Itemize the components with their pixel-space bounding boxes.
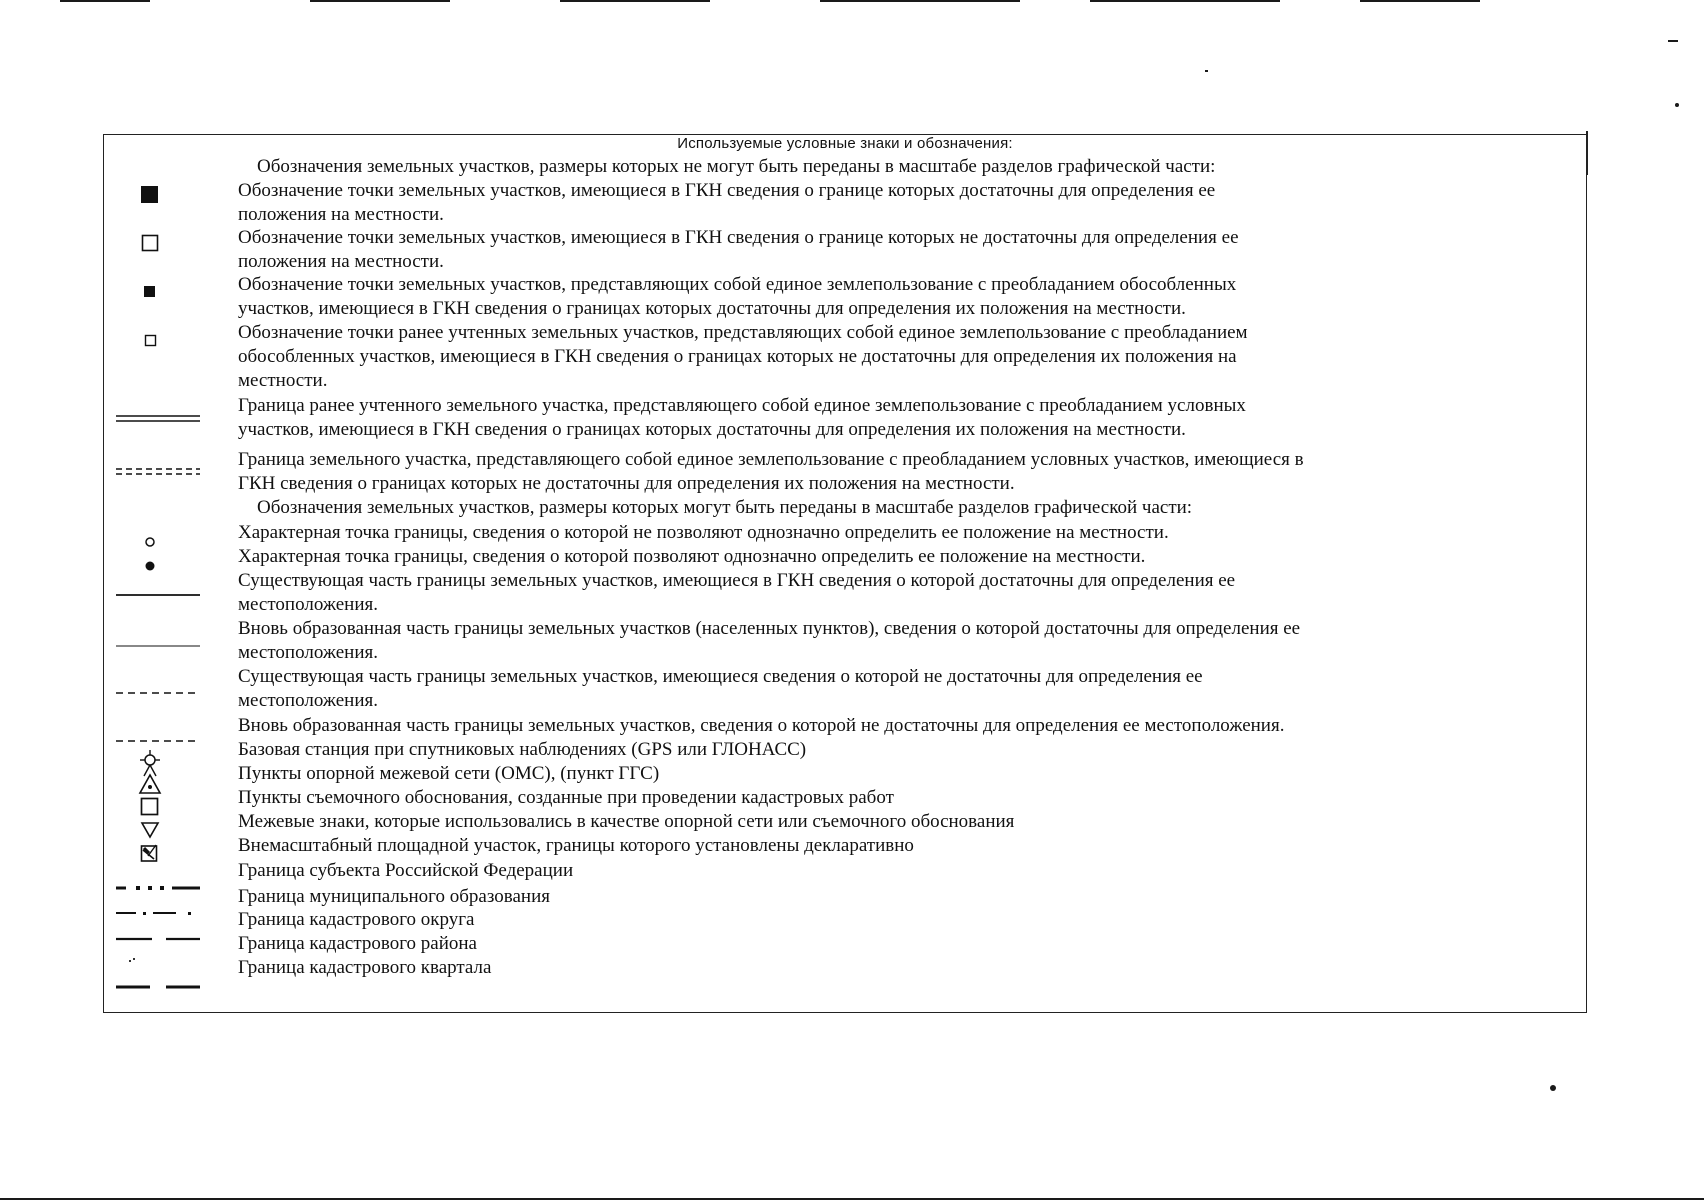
legend-item-line: местоположения. [238, 642, 378, 663]
legend-item-line: местности. [238, 370, 328, 391]
legend-item-text [238, 394, 1688, 442]
filled-square-small-icon [143, 285, 157, 299]
legend-item-line: обособленных участков, имеющиеся в ГКН сведения о границах которых не достаточны для определения их положения на [238, 346, 1237, 367]
legend-item-text [238, 226, 1688, 274]
legend-item-line: положения на местности. [238, 204, 444, 225]
legend-item-line: Граница кадастрового квартала [238, 957, 492, 978]
legend-item-text [238, 810, 1688, 834]
legend-item-text [238, 762, 1688, 786]
scan-artifact [310, 0, 450, 2]
legend-item-text [238, 665, 1688, 713]
double-line-icon [114, 413, 204, 425]
cadastral-region-line-icon [114, 957, 204, 965]
legend-item-line: местоположения. [238, 594, 378, 615]
cadastral-block-line-icon [114, 983, 204, 991]
hollow-square-large-icon [141, 234, 161, 254]
federation-boundary-line-icon [114, 884, 204, 892]
legend-item-line: Внемасштабный площадной участок, границы которого установлены декларативно [238, 835, 914, 856]
hollow-dot-icon [144, 536, 156, 548]
legend-item-line: Вновь образованная часть границы земельных участков (населенных пунктов), сведения о которой достаточны для определения ее [238, 618, 1301, 639]
dashed-line-icon [114, 738, 204, 744]
legend-panel [103, 134, 1587, 1013]
legend-item-text [238, 738, 1688, 762]
legend-item-line: Граница кадастрового округа [238, 909, 475, 930]
dashed-line-icon [114, 690, 204, 696]
double-dashed-line-icon [114, 466, 204, 478]
legend-item-text [238, 714, 1688, 738]
legend-item-text [238, 179, 1688, 227]
legend-item-line: Граница ранее учтенного земельного участка, представляющего собой единое землепользование с преобладанием условных [238, 395, 1246, 416]
legend-item-text [238, 448, 1688, 496]
legend-item-line: ГКН сведения о границах которых не достаточны для определения их положения на местности. [238, 473, 1015, 494]
filled-dot-icon [144, 560, 156, 572]
section-title-scaled: Обозначения земельных участков, размеры которых могут быть переданы в масштабе разделов графической части: [257, 497, 1193, 518]
legend-item-text [238, 834, 1688, 858]
section-title-unscaled: Обозначения земельных участков, размеры которых не могут быть переданы в масштабе разделов графической части: [257, 156, 1216, 177]
scan-artifact [1675, 103, 1679, 107]
legend-item-line: Граница кадастрового района [238, 933, 477, 954]
cadastral-district-line-icon [114, 935, 204, 943]
legend-item-line: участков, имеющиеся в ГКН сведения о границах которых достаточны для определения их положения на местности. [238, 419, 1186, 440]
legend-item-line: Граница субъекта Российской Федерации [238, 860, 574, 881]
scan-artifact [560, 0, 710, 2]
legend-item-text [238, 859, 1688, 883]
legend-item-line: Вновь образованная часть границы земельных участков, сведения о которой не достаточны для определения ее местоположения. [238, 715, 1285, 736]
legend-item-line: местоположения. [238, 690, 378, 711]
legend-item-line: Граница земельного участка, представляющего собой единое землепользование с преобладанием условных участков, имеющиеся в [238, 449, 1304, 470]
thin-line-icon [114, 643, 204, 649]
legend-item-line: Пункты съемочного обоснования, созданные при проведении кадастровых работ [238, 787, 894, 808]
filled-square-large-icon [140, 185, 160, 205]
hollow-square-small-icon [144, 334, 158, 348]
scan-artifact [60, 0, 150, 2]
border-tick [1586, 131, 1588, 175]
legend-item-line: Базовая станция при спутниковых наблюдениях (GPS или ГЛОНАСС) [238, 739, 807, 760]
legend-item-line: Характерная точка границы, сведения о которой позволяют однозначно определить ее положение на местности. [238, 546, 1146, 567]
legend-item-line: Обозначение точки ранее учтенных земельных участков, представляющих собой единое землепользование с преобладанием [238, 322, 1248, 343]
solid-line-icon [114, 592, 204, 598]
legend-item-text [238, 273, 1688, 321]
legend-item-line: Обозначение точки земельных участков, имеющиеся в ГКН сведения о границе которых не достаточны для определения ее [238, 227, 1239, 248]
legend-header: Используемые условные знаки и обозначения: [677, 135, 1013, 152]
legend-item-text [238, 569, 1688, 617]
legend-item-text [238, 786, 1688, 810]
oms-point-triangle-icon [138, 773, 162, 795]
survey-point-square-icon [140, 797, 160, 817]
legend-item-line: Характерная точка границы, сведения о которой не позволяют однозначно определить ее положение на местности. [238, 522, 1169, 543]
municipal-boundary-line-icon [114, 909, 204, 917]
legend-item-text [238, 545, 1688, 569]
legend-item-text [238, 908, 1688, 932]
legend-item-line: Обозначение точки земельных участков, представляющих собой единое землепользование с преобладанием обособленных [238, 274, 1237, 295]
scan-artifact [1360, 0, 1480, 2]
legend-item-line: Граница муниципального образования [238, 886, 550, 907]
legend-item-line: Пункты опорной межевой сети (ОМС), (пункт ГГС) [238, 763, 660, 784]
legend-item-text [238, 932, 1688, 956]
legend-item-line: Обозначение точки земельных участков, имеющиеся в ГКН сведения о границе которых достаточны для определения ее [238, 180, 1216, 201]
legend-item-line: Существующая часть границы земельных участков, имеющиеся сведения о которой не достаточны для определения ее [238, 666, 1203, 687]
legend-item-line: положения на местности. [238, 251, 444, 272]
scan-artifact [1668, 40, 1678, 42]
legend-item-line: Межевые знаки, которые использовались в качестве опорной сети или съемочного обоснования [238, 811, 1015, 832]
legend-item-text [238, 885, 1688, 909]
legend-item-text [238, 617, 1688, 665]
scan-artifact [820, 0, 1020, 2]
legend-item-text [238, 956, 1688, 980]
legend-item-line: Существующая часть границы земельных участков, имеющиеся в ГКН сведения о которой достаточны для определения ее [238, 570, 1236, 591]
scan-artifact [1550, 1085, 1556, 1091]
legend-item-text [238, 521, 1688, 545]
legend-item-text [238, 321, 1688, 393]
boundary-mark-triangle-icon [140, 821, 160, 839]
scan-artifact [1090, 0, 1280, 2]
declarative-parcel-icon [140, 844, 160, 864]
scan-artifact [1205, 70, 1208, 72]
legend-item-line: участков, имеющиеся в ГКН сведения о границах которых достаточны для определения их положения на местности. [238, 298, 1186, 319]
